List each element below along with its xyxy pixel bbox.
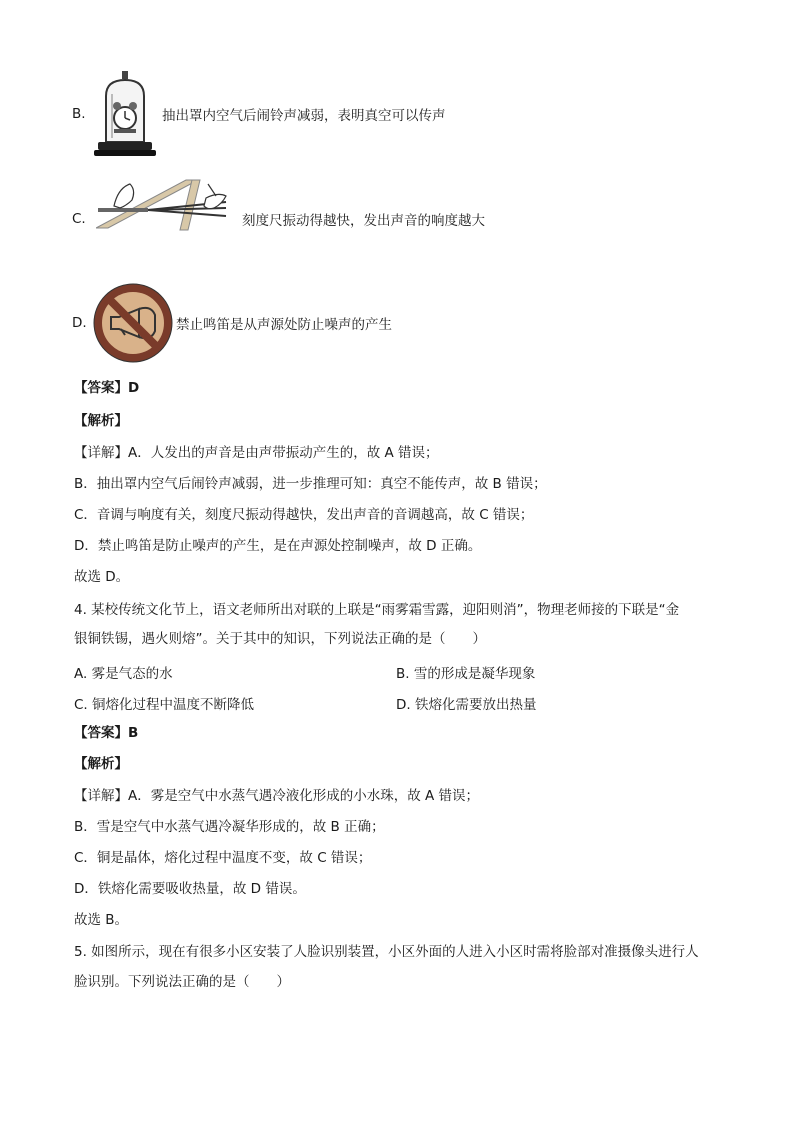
option-d-letter: D. [72, 315, 87, 331]
ruler-vibrating-icon [96, 178, 238, 232]
q4-conclusion: 故选 B。 [74, 912, 129, 928]
q3-conclusion: 故选 D。 [74, 569, 130, 585]
option-d-text: 禁止鸣笛是从声源处防止噪声的产生 [176, 317, 392, 333]
q4-detail-c: C．铜是晶体，熔化过程中温度不变，故 C 错误； [74, 850, 372, 866]
q4-detail-b: B．雪是空气中水蒸气遇冷凝华形成的，故 B 正确； [74, 819, 385, 835]
option-b-text: 抽出罩内空气后闹铃声减弱，表明真空可以传声 [162, 108, 446, 124]
q4-analysis: 【解析】 [74, 756, 128, 772]
q5-stem-line-2: 脸识别。下列说法正确的是（ ） [74, 974, 290, 990]
q3-detail-a: 【详解】A．人发出的声音是由声带振动产生的，故 A 错误； [74, 445, 439, 461]
q4-detail-d: D．铁熔化需要吸收热量，故 D 错误。 [74, 881, 306, 897]
q4-detail-a: 【详解】A．雾是空气中水蒸气遇冷液化形成的小水珠，故 A 错误； [74, 788, 480, 804]
q5-stem-line-1: 5. 如图所示，现在有很多小区安装了人脸识别装置，小区外面的人进入小区时需将脸部对准摄像头进行人 [74, 944, 699, 960]
q4-answer: 【答案】B [74, 725, 139, 741]
q4-option-c: C. 铜熔化过程中温度不断降低 [74, 697, 255, 713]
q3-detail-c: C．音调与响度有关，刻度尺振动得越快，发出声音的音调越高，故 C 错误； [74, 507, 534, 523]
q3-detail-d: D．禁止鸣笛是防止噪声的产生，是在声源处控制噪声，故 D 正确。 [74, 538, 482, 554]
option-c-text: 刻度尺振动得越快，发出声音的响度越大 [242, 213, 485, 229]
q3-analysis: 【解析】 [74, 413, 128, 429]
bell-jar-alarm-clock-icon [92, 68, 158, 160]
q4-option-b: B. 雪的形成是凝华现象 [396, 666, 536, 682]
q4-stem-line-2: 银铜铁锡，遇火则熔”。关于其中的知识，下列说法正确的是（ ） [74, 631, 486, 647]
option-c-letter: C. [72, 211, 86, 227]
no-horn-sign-icon [93, 283, 173, 363]
q4-stem-line-1: 4. 某校传统文化节上，语文老师所出对联的上联是“雨雾霜雪露，迎阳则消”，物理老师接的下联是“金 [74, 602, 680, 618]
q3-answer: 【答案】D [74, 380, 140, 396]
q3-detail-b: B．抽出罩内空气后闹铃声减弱，进一步推理可知：真空不能传声，故 B 错误； [74, 476, 547, 492]
option-b-letter: B. [72, 106, 86, 122]
q4-option-a: A. 雾是气态的水 [74, 666, 173, 682]
q4-option-d: D. 铁熔化需要放出热量 [396, 697, 537, 713]
